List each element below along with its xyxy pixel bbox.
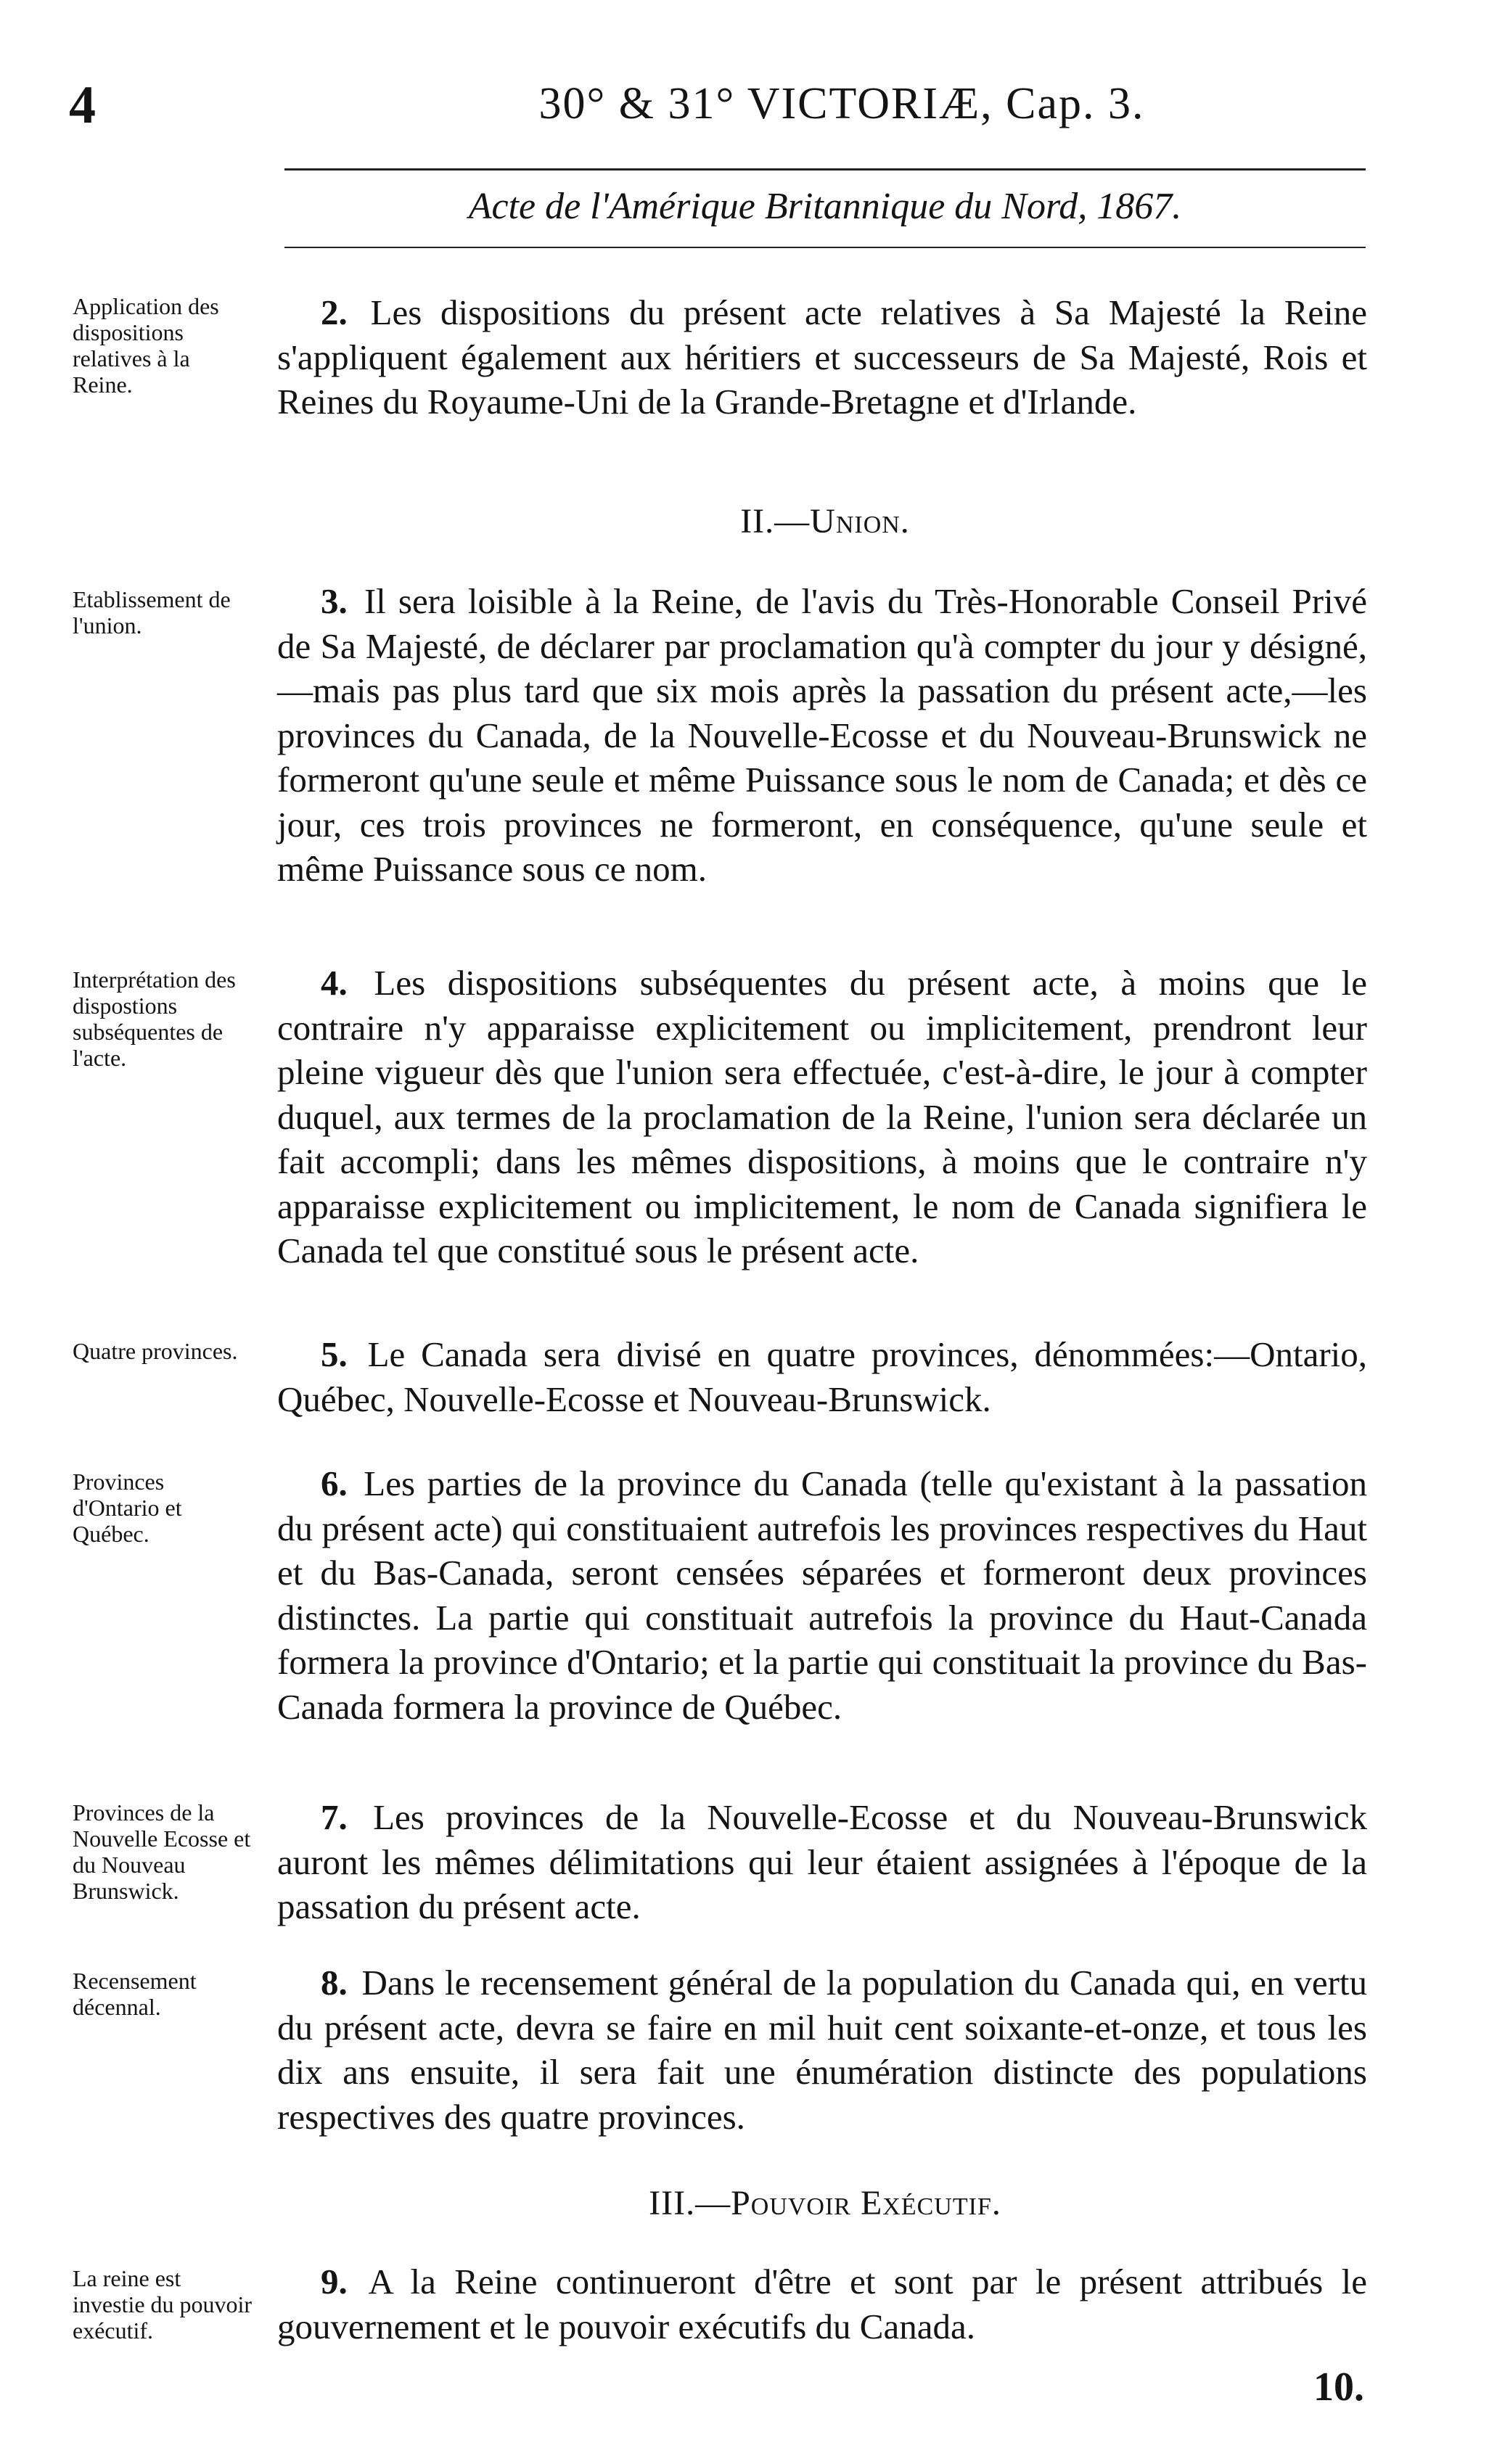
header-rule-top xyxy=(284,168,1366,171)
heading-executive-power: III.—Pouvoir Exécutif. xyxy=(649,2184,1001,2222)
margin-note-2: Application des dispositions relatives à la Reine. xyxy=(73,293,219,398)
margin-note-6: Provinces d'Ontario et Québec. xyxy=(73,1469,182,1547)
section-text: Il sera loisible à la Reine, de l'avis du Très-Honorable Conseil Privé de Sa Majesté, de déclarer par proclamation qu'à compter du jour y désigné,—mais pas plus tard que six mois après la passation du présent acte,—les provinces du Canada, de la Nouvelle-Ecosse et du Nouveau-Brunswick ne formeront qu'une seule et même Puissance sous le nom de Canada; et dès ce jour, ces trois provinces ne formeront, en conséquence, qu'une seule et même Puissance sous ce nom. xyxy=(277,581,1367,889)
margin-note-3: Etablissement de l'union. xyxy=(73,586,231,638)
margin-note-4: Interprétation des dispostions subséquentes de l'acte. xyxy=(73,966,236,1071)
section-number: 9. xyxy=(321,2262,348,2301)
section-2 xyxy=(277,290,1367,424)
heading-union: II.—Union. xyxy=(740,502,910,541)
running-head: 30° & 31° VICTORIÆ, Cap. 3. xyxy=(538,79,1145,128)
section-text: Le Canada sera divisé en quatre provinces, dénommées:—Ontario, Québec, Nouvelle-Ecosse et Nouveau-Brunswick. xyxy=(277,1334,1368,1419)
section-text: Les provinces de la Nouvelle-Ecosse et du Nouveau-Brunswick auront les mêmes délimitations qui leur étaient assignées à l'époque de la passation du présent acte. xyxy=(277,1797,1368,1926)
section-number: 5. xyxy=(321,1334,348,1374)
section-3 xyxy=(277,579,1367,892)
section-number: 3. xyxy=(321,581,348,621)
header-rule-bottom xyxy=(284,247,1366,248)
section-text: Dans le recensement général de la population du Canada qui, en vertu du présent acte, devra se faire en mil huit cent soixante-et-onze, et tous les dix ans ensuite, il sera fait une énumération distincte des populations respectives des quatre provinces. xyxy=(277,1963,1368,2137)
section-7 xyxy=(277,1795,1367,1929)
margin-note-7: Provinces de la Nouvelle Ecosse et du Nouveau Brunswick. xyxy=(73,1799,251,1904)
act-title: Acte de l'Amérique Britannique du Nord, 1867. xyxy=(468,186,1182,227)
section-6 xyxy=(277,1461,1367,1729)
catchword: 10. xyxy=(1313,2365,1364,2410)
section-number: 8. xyxy=(321,1963,348,2003)
section-4 xyxy=(277,961,1367,1273)
section-text: Les dispositions subséquentes du présent acte, à moins que le contraire n'y apparaisse explicitement ou implicitement, prendront leur pleine vigueur dès que l'union sera effectuée, c'est-à-dire, le jour à compter duquel, aux termes de la proclamation de la Reine, l'union sera déclarée un fait accompli; dans les mêmes dispositions, à moins que le contraire n'y apparaisse explicitement ou implicitement, le nom de Canada signifiera le Canada tel que constitué sous le présent acte. xyxy=(277,963,1367,1270)
section-number: 7. xyxy=(321,1797,348,1837)
section-text: Les parties de la province du Canada (telle qu'existant à la passation du présent acte) qui constituaient autrefois les provinces respectives du Haut et du Bas-Canada, seront censées séparées et formeront deux provinces distinctes. La partie qui constituait autrefois la province du Haut-Canada formera la province d'Ontario; et la partie qui constituait la province du Bas-Canada formera la province de Québec. xyxy=(277,1463,1367,1727)
page-number: 4 xyxy=(69,75,96,135)
section-text: Les dispositions du présent acte relatives à Sa Majesté la Reine s'appliquent également aux héritiers et successeurs de Sa Majesté, Rois et Reines du Royaume-Uni de la Grande-Bretagne et d'Irlande. xyxy=(277,292,1367,422)
margin-note-5: Quatre provinces. xyxy=(73,1338,238,1364)
section-text: A la Reine continueront d'être et sont par le présent attribués le gouvernement et le pouvoir exécutifs du Canada. xyxy=(277,2262,1367,2346)
section-8 xyxy=(277,1960,1367,2139)
section-9 xyxy=(277,2259,1367,2349)
margin-note-8: Recensement décennal. xyxy=(73,1968,197,2020)
margin-note-9: La reine est investie du pouvoir exécutif. xyxy=(73,2265,253,2344)
section-number: 2. xyxy=(321,292,348,332)
section-5 xyxy=(277,1332,1367,1421)
section-number: 4. xyxy=(321,963,348,1003)
section-number: 6. xyxy=(321,1463,348,1503)
